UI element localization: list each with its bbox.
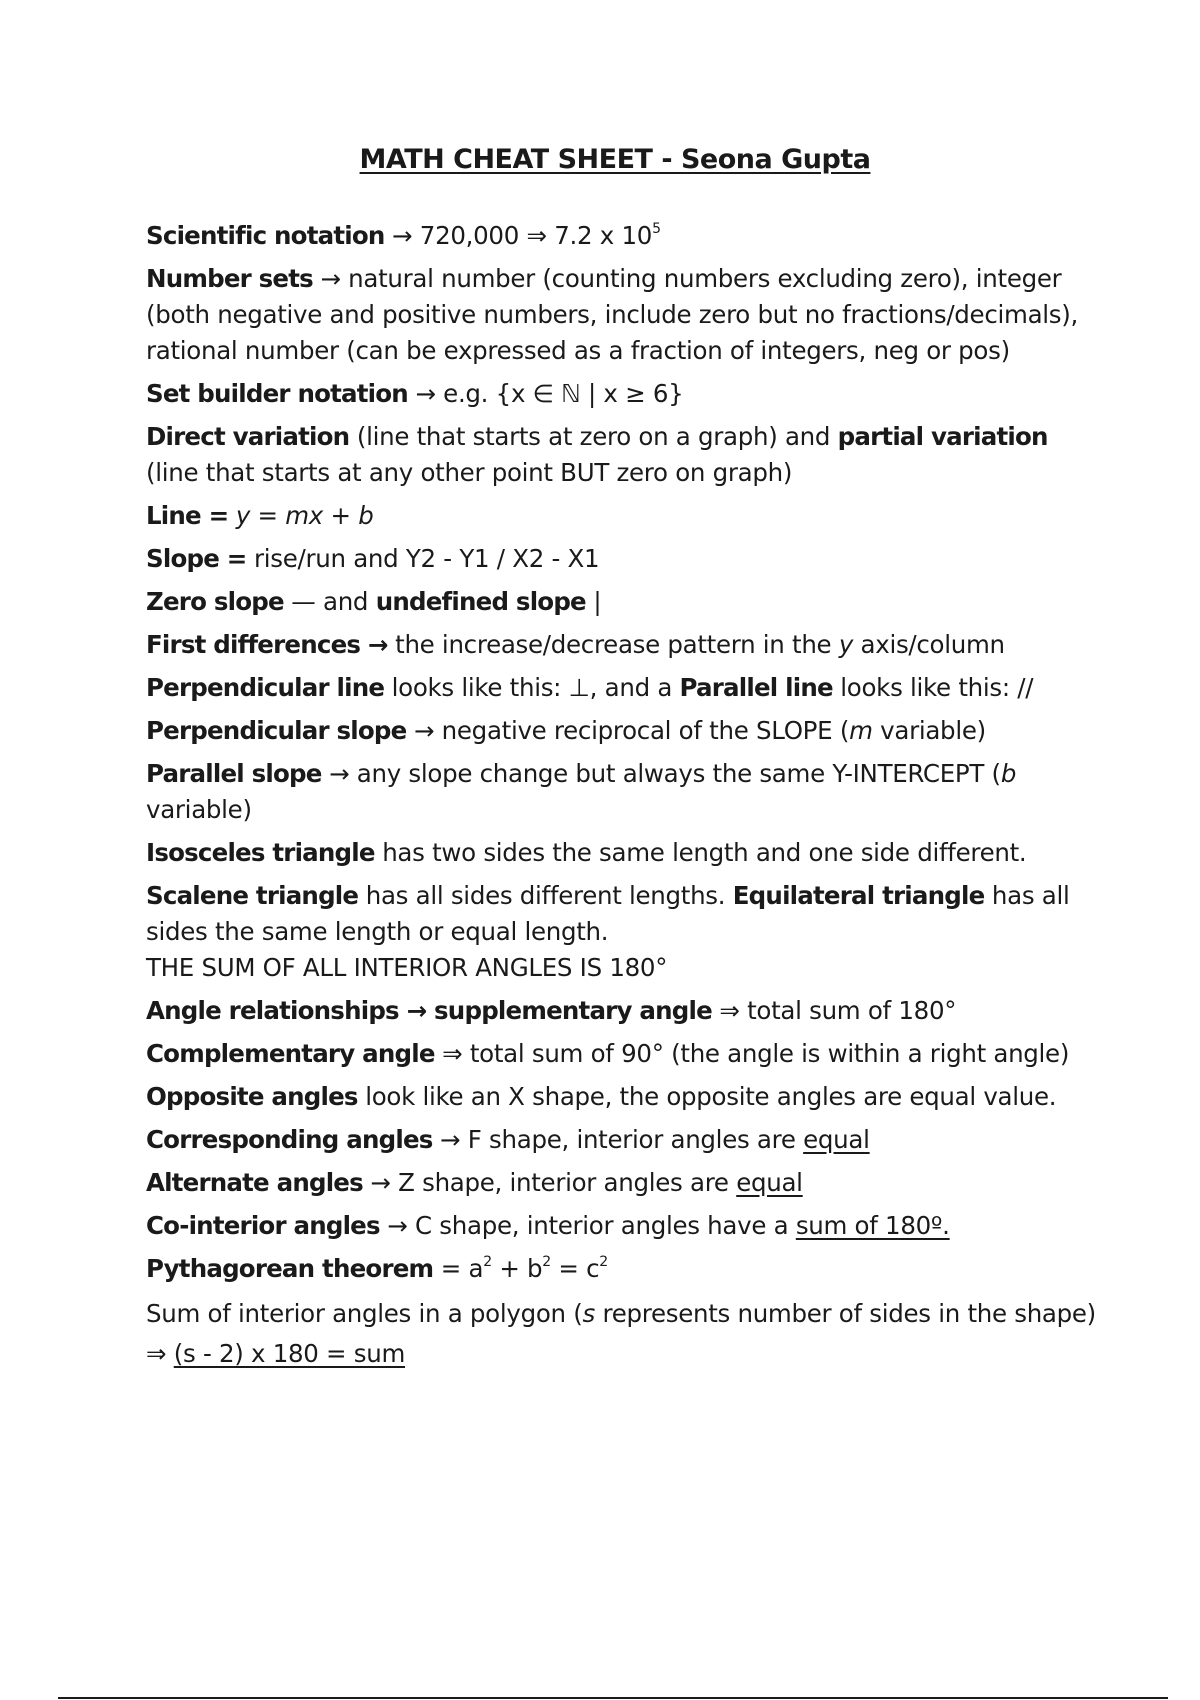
alternate-angles-line [146,1165,1096,1201]
definition-text: has all sides different lengths. [365,881,726,910]
variable: m [849,716,873,745]
scalene-line [146,878,1096,950]
definition-text: → any slope change but always the same Y-INTERCEPT ( [329,759,1001,788]
equation: = c [550,1254,600,1283]
definition-text: variable) [146,795,252,824]
term-label: Slope = [146,544,247,573]
term-label: Perpendicular slope [146,716,407,745]
opposite-angles-line [146,1079,1096,1115]
definition-text: → Z shape, interior angles are [370,1168,729,1197]
definition-text: rise/run and Y2 - Y1 / X2 - X1 [254,544,600,573]
definition-text: represents number of sides in the shape) ⇒ [146,1299,1096,1368]
term-label: Set builder notation [146,379,408,408]
equation: + b [491,1254,543,1283]
variable: s [582,1299,595,1328]
term-label: Zero slope [146,587,284,616]
definition-text: | [593,587,602,616]
definition-text: variable) [880,716,986,745]
exponent: 2 [542,1253,551,1270]
term-label: Angle relationships → supplementary angle [146,996,712,1025]
corresponding-angles-line [146,1122,1096,1158]
underlined-formula: (s - 2) x 180 = sum [173,1339,406,1368]
definition-text: → C shape, interior angles have a [387,1211,789,1240]
first-differences-line [146,627,1096,663]
variation-line [146,419,1096,491]
definition-text: → e.g. {x ∈ ℕ | x ≥ 6} [415,379,684,408]
parallel-slope-line [146,756,1096,828]
zero-slope-line [146,584,1096,620]
perpendicular-line-line [146,670,1096,706]
exponent: 5 [652,220,661,237]
definition-text: the increase/decrease pattern in the [395,630,832,659]
definition-text: → natural number (counting numbers excluding zero), integer (both negative and positive numbers, include zero but no fractions/decimals), rational number (can be expressed as a fraction of integers, neg or pos) [146,264,1078,365]
scientific-notation-line [146,218,1096,254]
term-label: Alternate angles [146,1168,363,1197]
term-label: undefined slope [375,587,586,616]
term-label: Isosceles triangle [146,838,375,867]
term-label: Corresponding angles [146,1125,433,1154]
title-text: MATH CHEAT SHEET - Seona Gupta [359,144,871,175]
exponent: 2 [599,1253,608,1270]
definition-text: has two sides the same length and one side different. [382,838,1027,867]
term-label: Line = [146,501,229,530]
definition-text: — and [291,587,369,616]
definition-text: axis/column [860,630,1005,659]
page-title [0,144,1200,175]
isosceles-line [146,835,1096,871]
co-interior-angles-line [146,1208,1096,1244]
term-label: First differences → [146,630,388,659]
definition-text: ⇒ total sum of 90° (the angle is within a right angle) [442,1039,1070,1068]
set-builder-line [146,376,1096,412]
term-label: Scientific notation [146,221,385,250]
term-label: Opposite angles [146,1082,358,1111]
pythagorean-line [146,1251,1096,1287]
term-label: Parallel slope [146,759,322,788]
equation: = a [440,1254,484,1283]
underlined-text: sum of 180º. [795,1211,950,1240]
bottom-divider [58,1697,1168,1699]
term-label: Co-interior angles [146,1211,380,1240]
variable: b [1000,759,1017,788]
term-label: partial variation [837,422,1048,451]
exponent: 2 [483,1253,492,1270]
perpendicular-slope-line [146,713,1096,749]
equation: y = mx + b [235,501,374,530]
slope-line [146,541,1096,577]
interior-angles-sum-line: THE SUM OF ALL INTERIOR ANGLES IS 180° [146,953,668,982]
term-label: Direct variation [146,422,350,451]
definition-text: looks like this: ⊥, and a [391,673,673,702]
term-label: Equilateral triangle [732,881,985,910]
angle-relationships-line [146,993,1096,1029]
notes-body [146,218,1096,1381]
underlined-text: equal [736,1168,803,1197]
term-label: Pythagorean theorem [146,1254,434,1283]
definition-text: (line that starts at any other point BUT zero on graph) [146,458,793,487]
term-label: Number sets [146,264,313,293]
definition-text: looks like this: // [840,673,1034,702]
definition-text: ⇒ total sum of 180° [719,996,957,1025]
line-equation-line [146,498,1096,534]
arrow: → [392,221,413,250]
definition-text: → negative reciprocal of the SLOPE ( [413,716,850,745]
term-label: Scalene triangle [146,881,359,910]
definition-text: has all sides the same length or equal length. [146,881,1070,946]
value: 720,000 [419,221,519,250]
definition-text: look like an X shape, the opposite angles are equal value. [365,1082,1057,1111]
number-sets-line [146,261,1096,369]
variable: y [838,630,854,659]
implies: ⇒ [526,221,547,250]
definition-text: → F shape, interior angles are [440,1125,796,1154]
polygon-sum-line [146,1294,1096,1374]
underlined-text: equal [803,1125,870,1154]
definition-text: Sum of interior angles in a polygon ( [146,1299,583,1328]
term-label: Parallel line [679,673,833,702]
result: 7.2 x 10 [554,221,653,250]
definition-text: (line that starts at zero on a graph) and [356,422,831,451]
complementary-angle-line [146,1036,1096,1072]
term-label: Perpendicular line [146,673,385,702]
term-label: Complementary angle [146,1039,435,1068]
